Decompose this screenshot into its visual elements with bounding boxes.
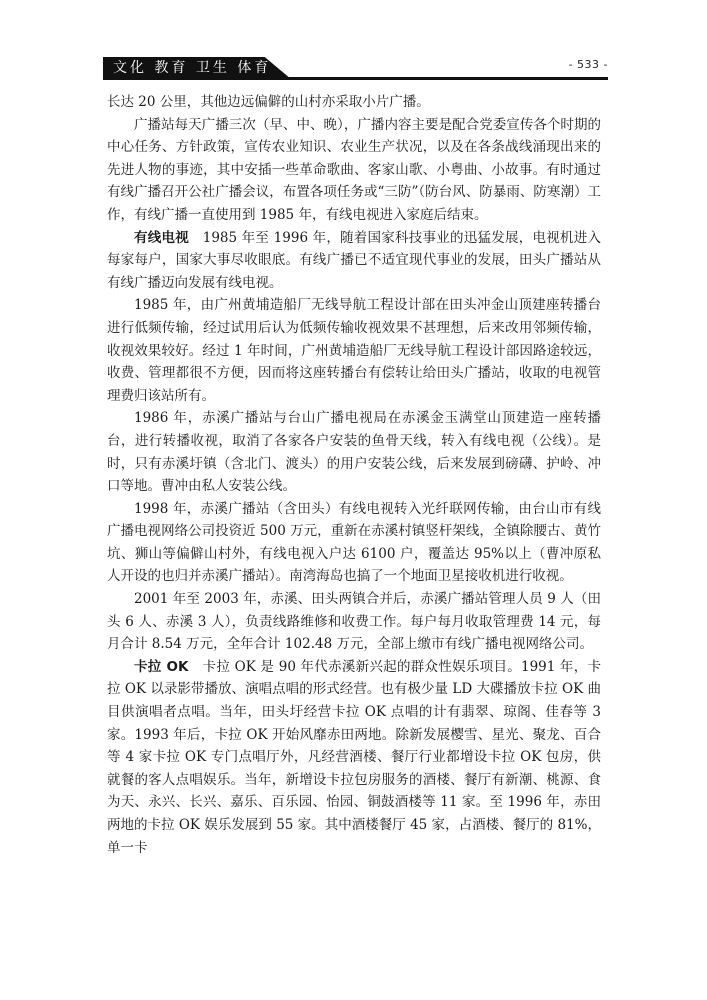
paragraph-broadcast-schedule: 广播站每天广播三次（早、中、晚），广播内容主要是配合党委宣传各个时期的中心任务、方针政策，宣传农业知识、农业生产状况，以及在各条战线涌现出来的先进人物的事迹，其中安插一些革命歌曲、客家山歌、小粤曲、小故事。有时通过有线广播召开公社广播会议，布置各项任务或“三防”（防台风、防暴雨、防寒潮）工作，有线广播一直使用到 1985 年，有线电视进入家庭后结束。 bbox=[107, 116, 601, 223]
cable-tv-text: 1985 年至 1996 年，随着国家科技事业的迅猛发展，电视机进入每家每户，国家大事尽收眼底。有线广播已不适宜现代事业的发展，田头广播站从有线广播迈向发展有线电视。 bbox=[107, 229, 602, 291]
paragraph-karaoke bbox=[107, 656, 601, 859]
page-number: - 533 - bbox=[568, 58, 608, 71]
paragraph-1998: 1998 年，赤溪广播站（含田头）有线电视转入光纤联网传输，由台山市有线广播电视网络公司投资近 500 万元，重新在赤溪村镇竖杆架线，全镇除腰古、黄竹坑、狮山等偏僻山村外，有线电视入户达 6100 户，覆盖达 95%以上（曹冲原私人开设的也归并赤溪广播站）。南湾海岛也搞了一个地面卫星接收机进行收视。 bbox=[107, 500, 601, 585]
paragraph-1986: 1986 年，赤溪广播站与台山广播电视局在赤溪金玉满堂山顶建造一座转播台，进行转播收视，取消了各家各户安装的鱼骨天线，转入有线电视（公线）。是时，只有赤溪圩镇（含北门、渡头）的用户安装公线，后来发展到磅礴、护岭、冲口等地。曹冲由私人安装公线。 bbox=[107, 410, 601, 495]
body-text bbox=[107, 91, 601, 859]
section-title: 文化 教育 卫生 体育 bbox=[113, 60, 272, 76]
header-rule bbox=[103, 77, 608, 80]
paragraph-2001: 2001 年至 2003 年，赤溪、田头两镇合并后，赤溪广播站管理人员 9 人（田头 6 人、赤溪 3 人），负责线路维修和收费工作。每户每月收取管理费 14 元，每月合计 8.54 万元，全年合计 102.48 万元，全部上缴市有线广播电视网络公司。 bbox=[107, 591, 601, 653]
paragraph-continuation: 长达 20 公里，其他边远偏僻的山村亦采取小片广播。 bbox=[107, 94, 430, 110]
cable-tv-heading: 有线电视 bbox=[134, 229, 189, 246]
paragraph-cable-tv bbox=[107, 227, 601, 295]
running-header bbox=[103, 57, 608, 81]
paragraph-1985: 1985 年，由广州黄埔造船厂无线导航工程设计部在田头冲金山顶建座转播台进行低频传输，经过试用后认为低频传输收视效果不甚理想，后来改用邻频传输，收视效果较好。经过 1 年时间，广州黄埔造船厂无线导航工程设计部因路途较远，收费、管理都很不方便，因而将这座转播台有偿转让给田头广播站，收取的电视管理费归该站所有。 bbox=[107, 297, 601, 404]
karaoke-heading: 卡拉 OK bbox=[134, 658, 189, 675]
karaoke-text: 卡拉 OK 是 90 年代赤溪新兴起的群众性娱乐项目。1991 年，卡拉 OK 以录影带播放、演唱点唱的形式经营。也有极少量 LD 大碟播放卡拉 OK 曲目供演唱者点唱。当年，田头圩经营卡拉 OK 点唱的计有翡翠、琼阁、佳春等 3 家。1993 年后，卡拉 OK 开始风靡赤田两地。除新发展樱雪、星光、聚龙、百合等 4 家卡拉 OK 专门点唱厅外，凡经营酒楼、餐厅行业都增设卡拉 OK 包房，供就餐的客人点唱娱乐。当年，新增设卡拉包房服务的酒楼、餐厅有新潮、桃源、食为天、永兴、长兴、嘉乐、百乐园、怡园、铜鼓酒楼等 11 家。至 1996 年，赤田两地的卡拉 OK 娱乐发展到 55 家。其中酒楼餐厅 45 家，占酒楼、餐厅的 81%，单一卡 bbox=[107, 658, 601, 856]
